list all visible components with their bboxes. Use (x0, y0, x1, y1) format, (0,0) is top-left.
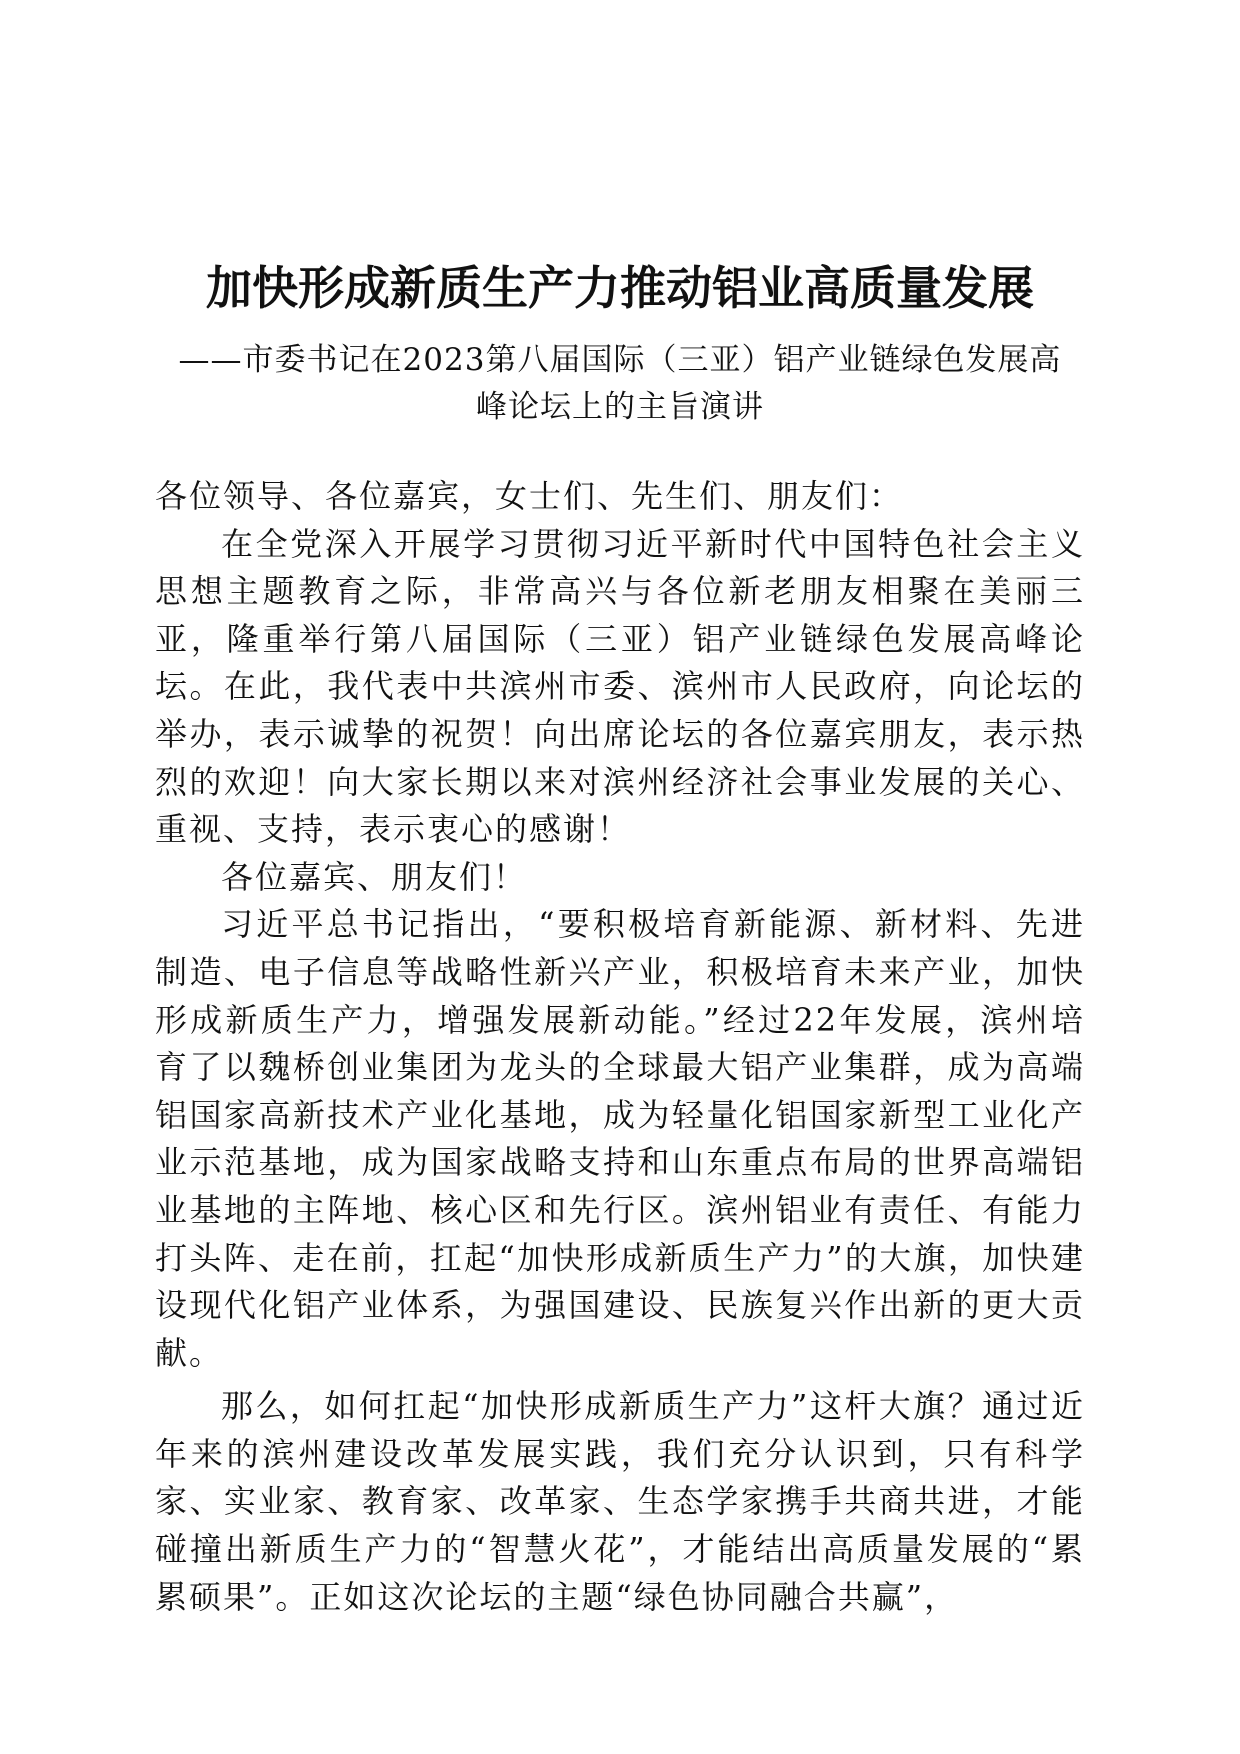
subtitle-line-2: 峰论坛上的主旨演讲 (476, 389, 764, 425)
paragraph-address: 各位嘉宾、朋友们！ (221, 857, 528, 896)
document-title: 加快形成新质生产力推动铝业高质量发展 (206, 261, 1034, 315)
greeting-line: 各位领导、各位嘉宾，女士们、先生们、朋友们： (155, 477, 904, 515)
paragraph-quote: 习近平总书记指出，“要积极培育新能源、新材料、先进制造、电子信息等战略性新兴产业，积极培育未来产业，加快形成新质生产力，增强发展新动能。”经过22年发展，滨州培育了以魏桥创业集团为龙头的全球最大铝产业集群，成为高端铝国家高新技术产业化基地，成为轻量化铝国家新型工业化产业示范基地，成为国家战略支持和山东重点布局的世界高端铝业基地的主阵地、核心区和先行区。滨州铝业有责任、有能力打头阵、走在前，扛起“加快形成新质生产力”的大旗，加快建设现代化铝产业体系，为强国建设、民族复兴作出新的更大贡献。 (155, 905, 1085, 1372)
document-body (155, 473, 1085, 1621)
subtitle-line-1: ——市委书记在2023第八届国际（三亚）铝产业链绿色发展高 (178, 342, 1062, 378)
paragraph-question: 那么，如何扛起“加快形成新质生产力”这杆大旗？通过近年来的滨州建设改革发展实践，我们充分认识到，只有科学家、实业家、教育家、改革家、生态学家携手共商共进，才能碰撞出新质生产力的“智慧火花”，才能结出高质量发展的“累累硕果”。正如这次论坛的主题“绿色协同融合共赢”， (155, 1387, 1085, 1616)
paragraph-opening: 在全党深入开展学习贯彻习近平新时代中国特色社会主义思想主题教育之际，非常高兴与各位新老朋友相聚在美丽三亚，隆重举行第八届国际（三亚）铝产业链绿色发展高峰论坛。在此，我代表中共滨州市委、滨州市人民政府，向论坛的举办，表示诚挚的祝贺！向出席论坛的各位嘉宾朋友，表示热烈的欢迎！向大家长期以来对滨州经济社会事业发展的关心、重视、支持，表示衷心的感谢！ (155, 524, 1085, 849)
document-subtitle (155, 337, 1085, 431)
